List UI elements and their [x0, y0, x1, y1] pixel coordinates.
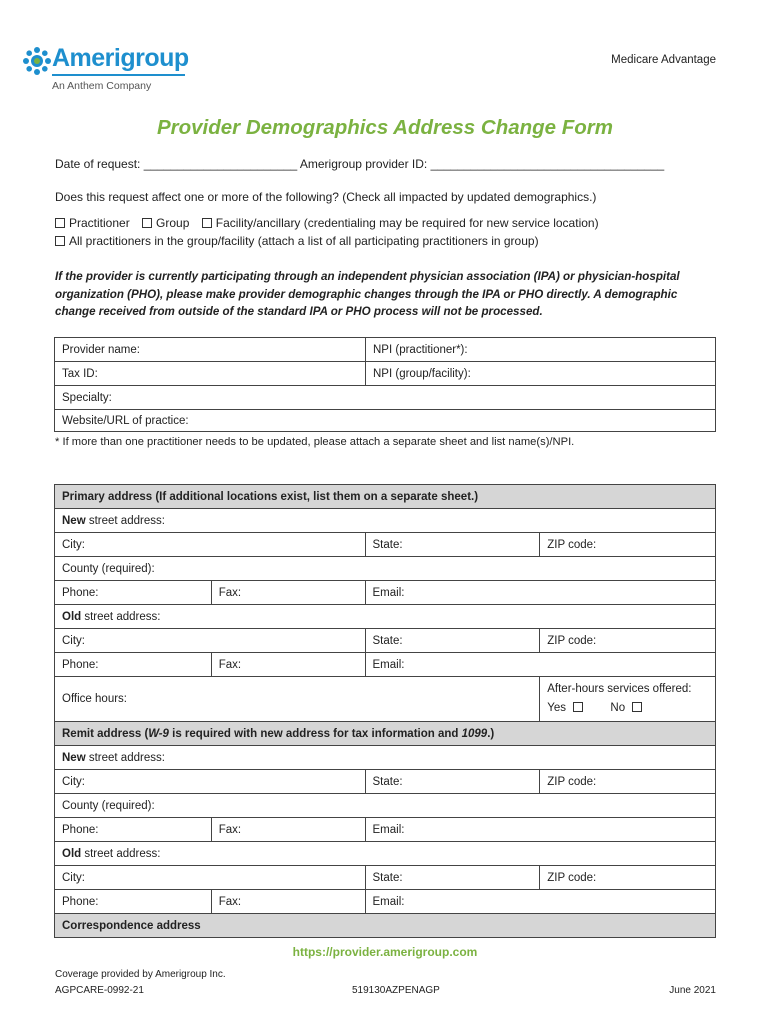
remit-old-fax-field[interactable]: Fax: — [211, 890, 365, 914]
brand-underline — [52, 74, 185, 76]
practitioner-checkbox[interactable] — [55, 218, 65, 228]
primary-old-fax-field[interactable]: Fax: — [211, 653, 365, 677]
remit-new-phone-field[interactable]: Phone: — [55, 818, 212, 842]
all-practitioners-checkbox[interactable] — [55, 236, 65, 246]
provider-url-link[interactable]: https://provider.amerigroup.com — [292, 945, 478, 959]
document-id: 519130AZPENAGP — [352, 985, 440, 996]
after-hours-label: After-hours services offered: — [547, 683, 692, 695]
remit-old-email-field[interactable]: Email: — [365, 890, 715, 914]
remit-new-fax-field[interactable]: Fax: — [211, 818, 365, 842]
remit-new-street-field[interactable]: New street address: — [55, 746, 716, 770]
provider-name-field[interactable]: Provider name: — [55, 338, 366, 362]
specialty-field[interactable]: Specialty: — [55, 386, 716, 410]
website-field[interactable]: Website/URL of practice: — [55, 410, 716, 432]
after-hours-no-checkbox[interactable] — [632, 702, 642, 712]
facility-label: Facility/ancillary (credentialing may be required for new service location) — [215, 216, 599, 230]
after-hours-yes-checkbox[interactable] — [573, 702, 583, 712]
tax-id-field[interactable]: Tax ID: — [55, 362, 366, 386]
revision-date: June 2021 — [669, 985, 716, 996]
primary-new-fax-field[interactable]: Fax: — [211, 581, 365, 605]
primary-new-zip-field[interactable]: ZIP code: — [540, 533, 716, 557]
impact-question: Does this request affect one or more of the following? (Check all impacted by updated demographics.) — [55, 190, 597, 204]
remit-old-state-field[interactable]: State: — [365, 866, 540, 890]
coverage-text: Coverage provided by Amerigroup Inc. — [55, 969, 226, 980]
amerigroup-logo — [22, 44, 192, 96]
primary-old-state-field[interactable]: State: — [365, 629, 540, 653]
after-hours-yes-label: Yes — [547, 702, 566, 714]
office-hours-field[interactable]: Office hours: — [55, 677, 540, 722]
address-table — [54, 484, 716, 938]
form-title: Provider Demographics Address Change Form — [156, 116, 614, 139]
group-label: Group — [156, 216, 190, 230]
form-code: AGPCARE-0992-21 — [55, 985, 144, 996]
sunburst-logo-icon — [22, 46, 52, 76]
remit-address-header: Remit address (W-9 is required with new address for tax information and 1099.) — [55, 722, 716, 746]
remit-county-field[interactable]: County (required): — [55, 794, 716, 818]
provider-note: * If more than one practitioner needs to be updated, please attach a separate sheet and list name(s)/NPI. — [55, 436, 575, 448]
primary-old-phone-field[interactable]: Phone: — [55, 653, 212, 677]
program-label: Medicare Advantage — [611, 54, 716, 66]
primary-old-street-field[interactable]: Old street address: — [55, 605, 716, 629]
after-hours-options — [547, 699, 708, 718]
remit-old-street-field[interactable]: Old street address: — [55, 842, 716, 866]
primary-old-zip-field[interactable]: ZIP code: — [540, 629, 716, 653]
primary-new-email-field[interactable]: Email: — [365, 581, 715, 605]
primary-county-field[interactable]: County (required): — [55, 557, 716, 581]
primary-address-header: Primary address (If additional locations exist, list them on a separate sheet.) — [55, 485, 716, 509]
all-practitioners-label: All practitioners in the group/facility (attach a list of all participating practitioners in group) — [69, 234, 539, 248]
remit-new-state-field[interactable]: State: — [365, 770, 540, 794]
primary-new-city-field[interactable]: City: — [55, 533, 366, 557]
remit-old-city-field[interactable]: City: — [55, 866, 366, 890]
request-line[interactable]: Date of request: _______________________ Amerigroup provider ID: ___________________________________ — [55, 157, 665, 171]
remit-new-zip-field[interactable]: ZIP code: — [540, 770, 716, 794]
npi-practitioner-field[interactable]: NPI (practitioner*): — [366, 338, 716, 362]
remit-new-email-field[interactable]: Email: — [365, 818, 715, 842]
primary-new-street-field[interactable]: New street address: — [55, 509, 716, 533]
primary-old-email-field[interactable]: Email: — [365, 653, 715, 677]
remit-old-zip-field[interactable]: ZIP code: — [540, 866, 716, 890]
provider-info-table — [54, 337, 716, 432]
after-hours-cell — [540, 677, 716, 722]
correspondence-address-header: Correspondence address — [55, 914, 716, 938]
after-hours-no-label: No — [610, 702, 626, 714]
npi-group-field[interactable]: NPI (group/facility): — [366, 362, 716, 386]
checkbox-row-2 — [55, 234, 716, 248]
facility-checkbox[interactable] — [202, 218, 212, 228]
ipa-notice: If the provider is currently participating through an independent physician association (IPA) or physician-hospital organization (PHO), please make provider demographic changes through the IPA or PHO directly. A demographic change received from outside of the standard IPA or PHO process will not be processed. — [55, 270, 680, 318]
primary-old-city-field[interactable]: City: — [55, 629, 366, 653]
primary-new-state-field[interactable]: State: — [365, 533, 540, 557]
checkbox-row-1 — [55, 216, 716, 230]
primary-new-phone-field[interactable]: Phone: — [55, 581, 212, 605]
brand-tagline: An Anthem Company — [52, 80, 152, 92]
practitioner-label: Practitioner — [69, 216, 130, 230]
group-checkbox[interactable] — [142, 218, 152, 228]
remit-old-phone-field[interactable]: Phone: — [55, 890, 212, 914]
remit-new-city-field[interactable]: City: — [55, 770, 366, 794]
brand-name: Amerigroup — [52, 44, 189, 72]
